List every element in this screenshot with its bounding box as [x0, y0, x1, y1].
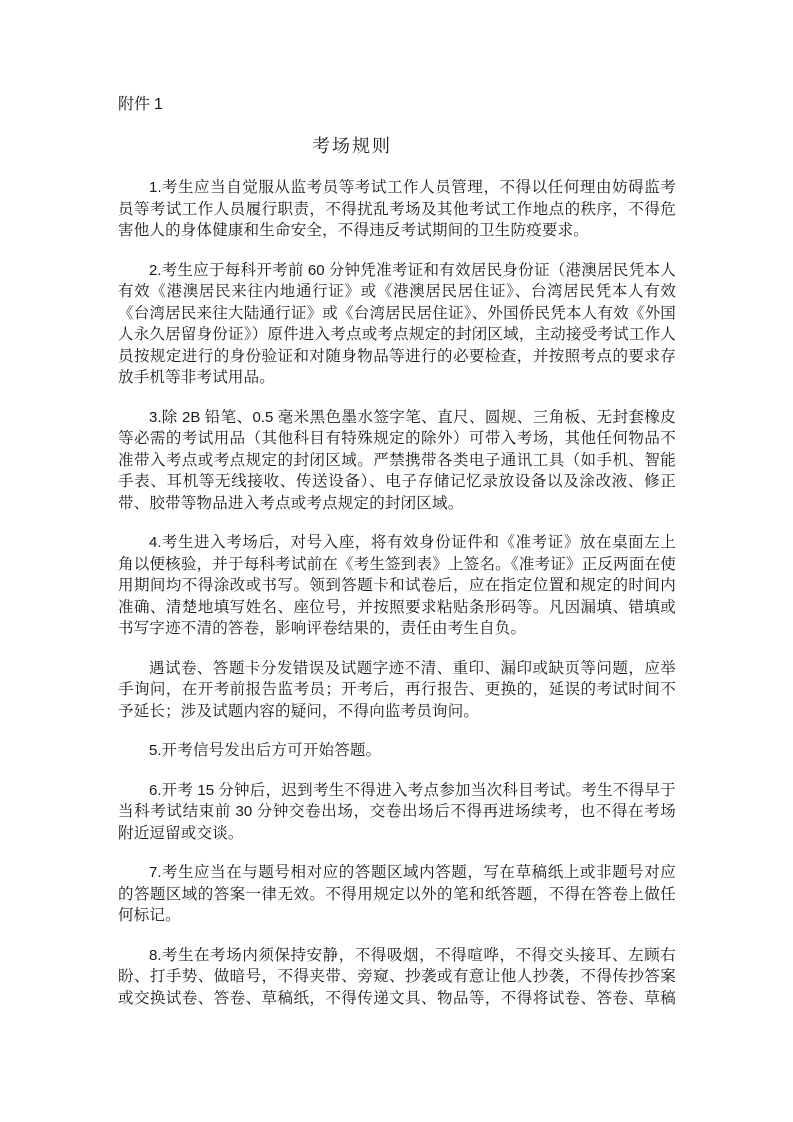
- rule-paragraph-9-continued-next-page: 8.考生在考场内须保持安静，不得吸烟，不得喧哗，不得交头接耳、左顾右盼、打手势、做暗号，不得夹带、旁窥、抄袭或有意让他人抄袭，不得传抄答案或交换试卷、答卷、草稿纸，不得传递文具、物品等，不得将试卷、答卷、草稿: [118, 946, 676, 1007]
- attachment-label: 附件 1: [118, 96, 163, 113]
- rule-paragraph-6: 5.开考信号发出后方可开始答题。: [149, 742, 382, 759]
- rule-paragraph-1: 1.考生应当自觉服从监考员等考试工作人员管理，不得以任何理由妨碍监考员等考试工作人员履行职责，不得扰乱考场及其他考试工作地点的秩序，不得危害他人的身体健康和生命安全，不得违反考试期间的卫生防疫要求。: [118, 179, 676, 239]
- document-title: 考场规则: [312, 136, 392, 156]
- rule-paragraph-4: 4.考生进入考场后，对号入座，将有效身份证件和《准考证》放在桌面左上角以便核验，并于每科考试前在《考生签到表》上签名。《准考证》正反两面在使用期间均不得涂改或书写。领到答题卡和试卷后，应在指定位置和规定的时间内准确、清楚地填写姓名、座位号，并按照要求粘贴条形码等。凡因漏填、错填或书写字迹不清的答卷，影响评卷结果的，责任由考生自负。: [118, 534, 676, 637]
- rule-paragraph-5-unnumbered: 遇试卷、答题卡分发错误及试题字迹不清、重印、漏印或缺页等问题，应举手询问，在开考前报告监考员；开考后，再行报告、更换的，延误的考试时间不予延长；涉及试题内容的疑问，不得向监考员询问。: [118, 659, 676, 720]
- rule-paragraph-3: 3.除 2B 铅笔、0.5 毫米黑色墨水签字笔、直尺、圆规、三角板、无封套橡皮等必需的考试用品（其他科目有特殊规定的除外）可带入考场，其他任何物品不准带入考点或考点规定的封闭区域。严禁携带各类电子通讯工具（如手机、智能手表、耳机等无线接收、传送设备）、电子存储记忆录放设备以及涂改液、修正带、胶带等物品进入考点或考点规定的封闭区域。: [118, 408, 676, 512]
- rule-paragraph-2: 2.考生应于每科开考前 60 分钟凭准考证和有效居民身份证（港澳居民凭本人有效《港澳居民来往内地通行证》或《港澳居民居住证》、台湾居民凭本人有效《台湾居民来往大陆通行证》或《台湾居民居住证》、外国侨民凭本人有效《外国人永久居留身份证》）原件进入考点或考点规定的封闭区域，主动接受考试工作人员按规定进行的身份验证和对随身物品等进行的必要检查，并按照考点的要求存放手机等非考试用品。: [118, 261, 676, 386]
- rule-paragraph-8: 7.考生应当在与题号相对应的答题区域内答题，写在草稿纸上或非题号对应的答题区域的答案一律无效。不得用规定以外的笔和纸答题，不得在答卷上做任何标记。: [118, 864, 676, 924]
- rule-paragraph-7: 6.开考 15 分钟后，迟到考生不得进入考点参加当次科目考试。考生不得早于当科考试结束前 30 分钟交卷出场，交卷出场后不得再进场续考，也不得在考场附近逗留或交谈。: [118, 781, 677, 842]
